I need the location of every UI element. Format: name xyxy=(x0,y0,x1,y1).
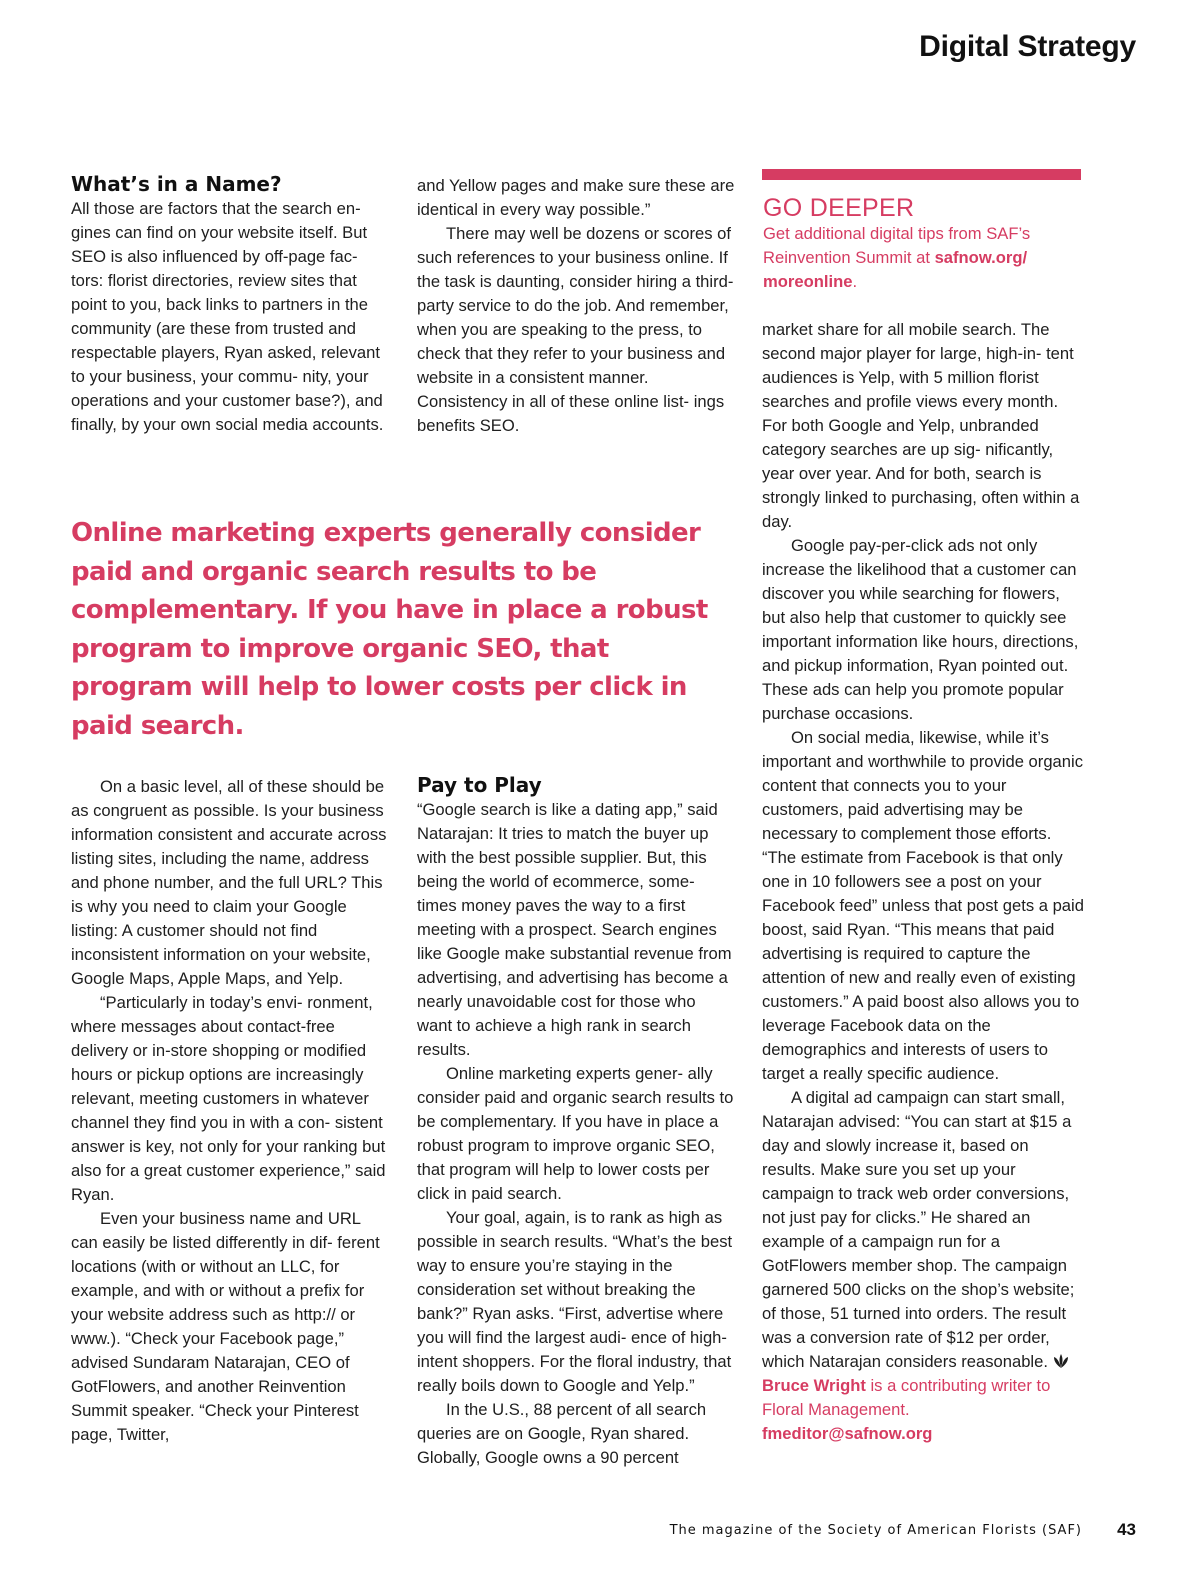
top-column-b xyxy=(417,174,735,438)
end-mark-icon xyxy=(1052,1353,1070,1369)
top-column-a xyxy=(71,171,389,437)
author-bio xyxy=(762,1374,1084,1446)
section-label: Digital Strategy xyxy=(919,30,1136,63)
sidebar-accent-bar xyxy=(762,169,1081,180)
subhead-whats-in-a-name: What’s in a Name? xyxy=(71,172,282,196)
paragraph xyxy=(762,1086,1084,1374)
paragraph: Online marketing experts gener- ally consider paid and organic search results to be complementary. If you have in place a robust program to improve organic SEO, that program will help to lower costs per click in paid search. xyxy=(417,1064,734,1203)
subhead-pay-to-play: Pay to Play xyxy=(417,773,542,797)
paragraph: Google pay-per-click ads not only increase the likelihood that a customer can discover you while searching for flowers, but also help that customer to quickly see important information like hours, directions, and pickup information, Ryan pointed out. These ads can help you promote popular purchase occasions. xyxy=(762,536,1079,723)
author-email[interactable]: fmeditor@safnow.org xyxy=(762,1424,933,1443)
paragraph: Your goal, again, is to rank as high as possible in search results. “What’s the best way to ensure you’re staying in the consideration set without breaking the bank?” Ryan asks. “First, advertise where you will find the largest audi- ence of high-intent shoppers. For the floral industry, that really boils down to Google and Yelp.” xyxy=(417,1208,733,1395)
paragraph: All those are factors that the search en- gines can find on your website itself. But SEO is also influenced by off-page fac- tors: florist directories, review sites that point to you, back links to partners in the community (are these from trusted and respectable players, Ryan asked, relevant to your business, your commu- nity, your operations and your customer base?), and finally, by your own social media accounts. xyxy=(71,199,384,434)
sidebar-period: . xyxy=(852,272,858,291)
paragraph: On a basic level, all of these should be as congruent as possible. Is your business information consistent and accurate across listing sites, including the name, address and phone number, and the full URL? This is why you need to claim your Google listing: A customer should not find inconsistent information on your website, Google Maps, Apple Maps, and Yelp. xyxy=(71,777,387,988)
column-c xyxy=(762,318,1084,1446)
paragraph: and Yellow pages and make sure these are identical in every way possible.” xyxy=(417,176,735,219)
paragraph: On social media, likewise, while it’s important and worthwhile to provide organic content that connects you to your customers, paid advertising may be necessary to complement those efforts. “The estimate from Facebook is that only one in 10 followers see a post on your Facebook feed” unless that post gets a paid boost, said Ryan. “This means that paid advertising is required to capture the attention of new and really even of existing customers.” A paid boost also allows you to leverage Facebook data on the demographics and interests of users to target a really specific audience. xyxy=(762,728,1084,1083)
sidebar-body: Get additional digital tips from SAF’s Reinvention Summit at xyxy=(763,224,1031,267)
paragraph: “Google search is like a dating app,” said Natarajan: It tries to match the buyer up with the best possible supplier. But, this being the world of ecommerce, some- times money paves the way to a first meeting with a prospect. Search engines like Google make substantial revenue from advertising, and advertising has become a nearly unavoidable cost for those who want to achieve a high rank in search results. xyxy=(417,800,732,1059)
sidebar-text xyxy=(763,222,1083,294)
paragraph: In the U.S., 88 percent of all search queries are on Google, Ryan shared. Globally, Google owns a 90 percent xyxy=(417,1400,707,1467)
paragraph: “Particularly in today’s envi- ronment, where messages about contact-free delivery or in-store shopping or modified hours or pickup options are increasingly relevant, meeting customers in whatever channel they find you in with a con- sistent answer is key, not only for your ranking but also for a great customer experience,” said Ryan. xyxy=(71,993,386,1204)
pull-quote: Online marketing experts generally consider paid and organic search results to be complementary. If you have in place a robust program to improve organic SEO, that program will help to lower costs per click in paid search. xyxy=(71,518,708,741)
page-number: 43 xyxy=(1117,1520,1136,1539)
bio-text: is a contributing writer to Floral Management. xyxy=(762,1376,1051,1419)
paragraph: market share for all mobile search. The second major player for large, high-in- tent audiences is Yelp, with 5 million florist searches and profile views every month. For both Google and Yelp, unbranded category searches are up sig- nificantly, year over year. And for both, search is strongly linked to purchasing, often within a day. xyxy=(762,320,1080,531)
paragraph: Even your business name and URL can easily be listed differently in dif- ferent locations (with or without an LLC, for example, and with or without a prefix for your website address such as http:// or www.). “Check your Facebook page,” advised Sundaram Natarajan, CEO of GotFlowers, and another Reinvention Summit speaker. “Check your Pinterest page, Twitter, xyxy=(71,1209,380,1444)
paragraph: There may well be dozens or scores of such references to your business online. If the task is daunting, consider hiring a third-party service to do the job. And remember, when you are speaking to the press, to check that they refer to your business and website in a consistent manner. Consistency in all of these online list- ings benefits SEO. xyxy=(417,224,734,435)
bottom-column-b xyxy=(417,772,735,1470)
sidebar-link[interactable]: safnow.org/ moreonline xyxy=(763,248,1028,291)
closing-text: A digital ad campaign can start small, Natarajan advised: “You can start at $15 a day and slowly increase it, based on results. Make sure you set up your campaign to track web order conversions, not just pay for clicks.” He shared an example of a campaign run for a GotFlowers member shop. The campaign garnered 500 clicks on the shop’s website; of those, 51 turned into orders. The result was a conversion rate of $12 per order, which Natarajan considers reasonable. xyxy=(762,1088,1075,1371)
sidebar-title: GO DEEPER xyxy=(763,194,915,222)
author-name: Bruce Wright xyxy=(762,1376,866,1395)
bottom-column-a xyxy=(71,775,389,1447)
footer-text: The magazine of the Society of American Florists (SAF) xyxy=(669,1523,1082,1538)
